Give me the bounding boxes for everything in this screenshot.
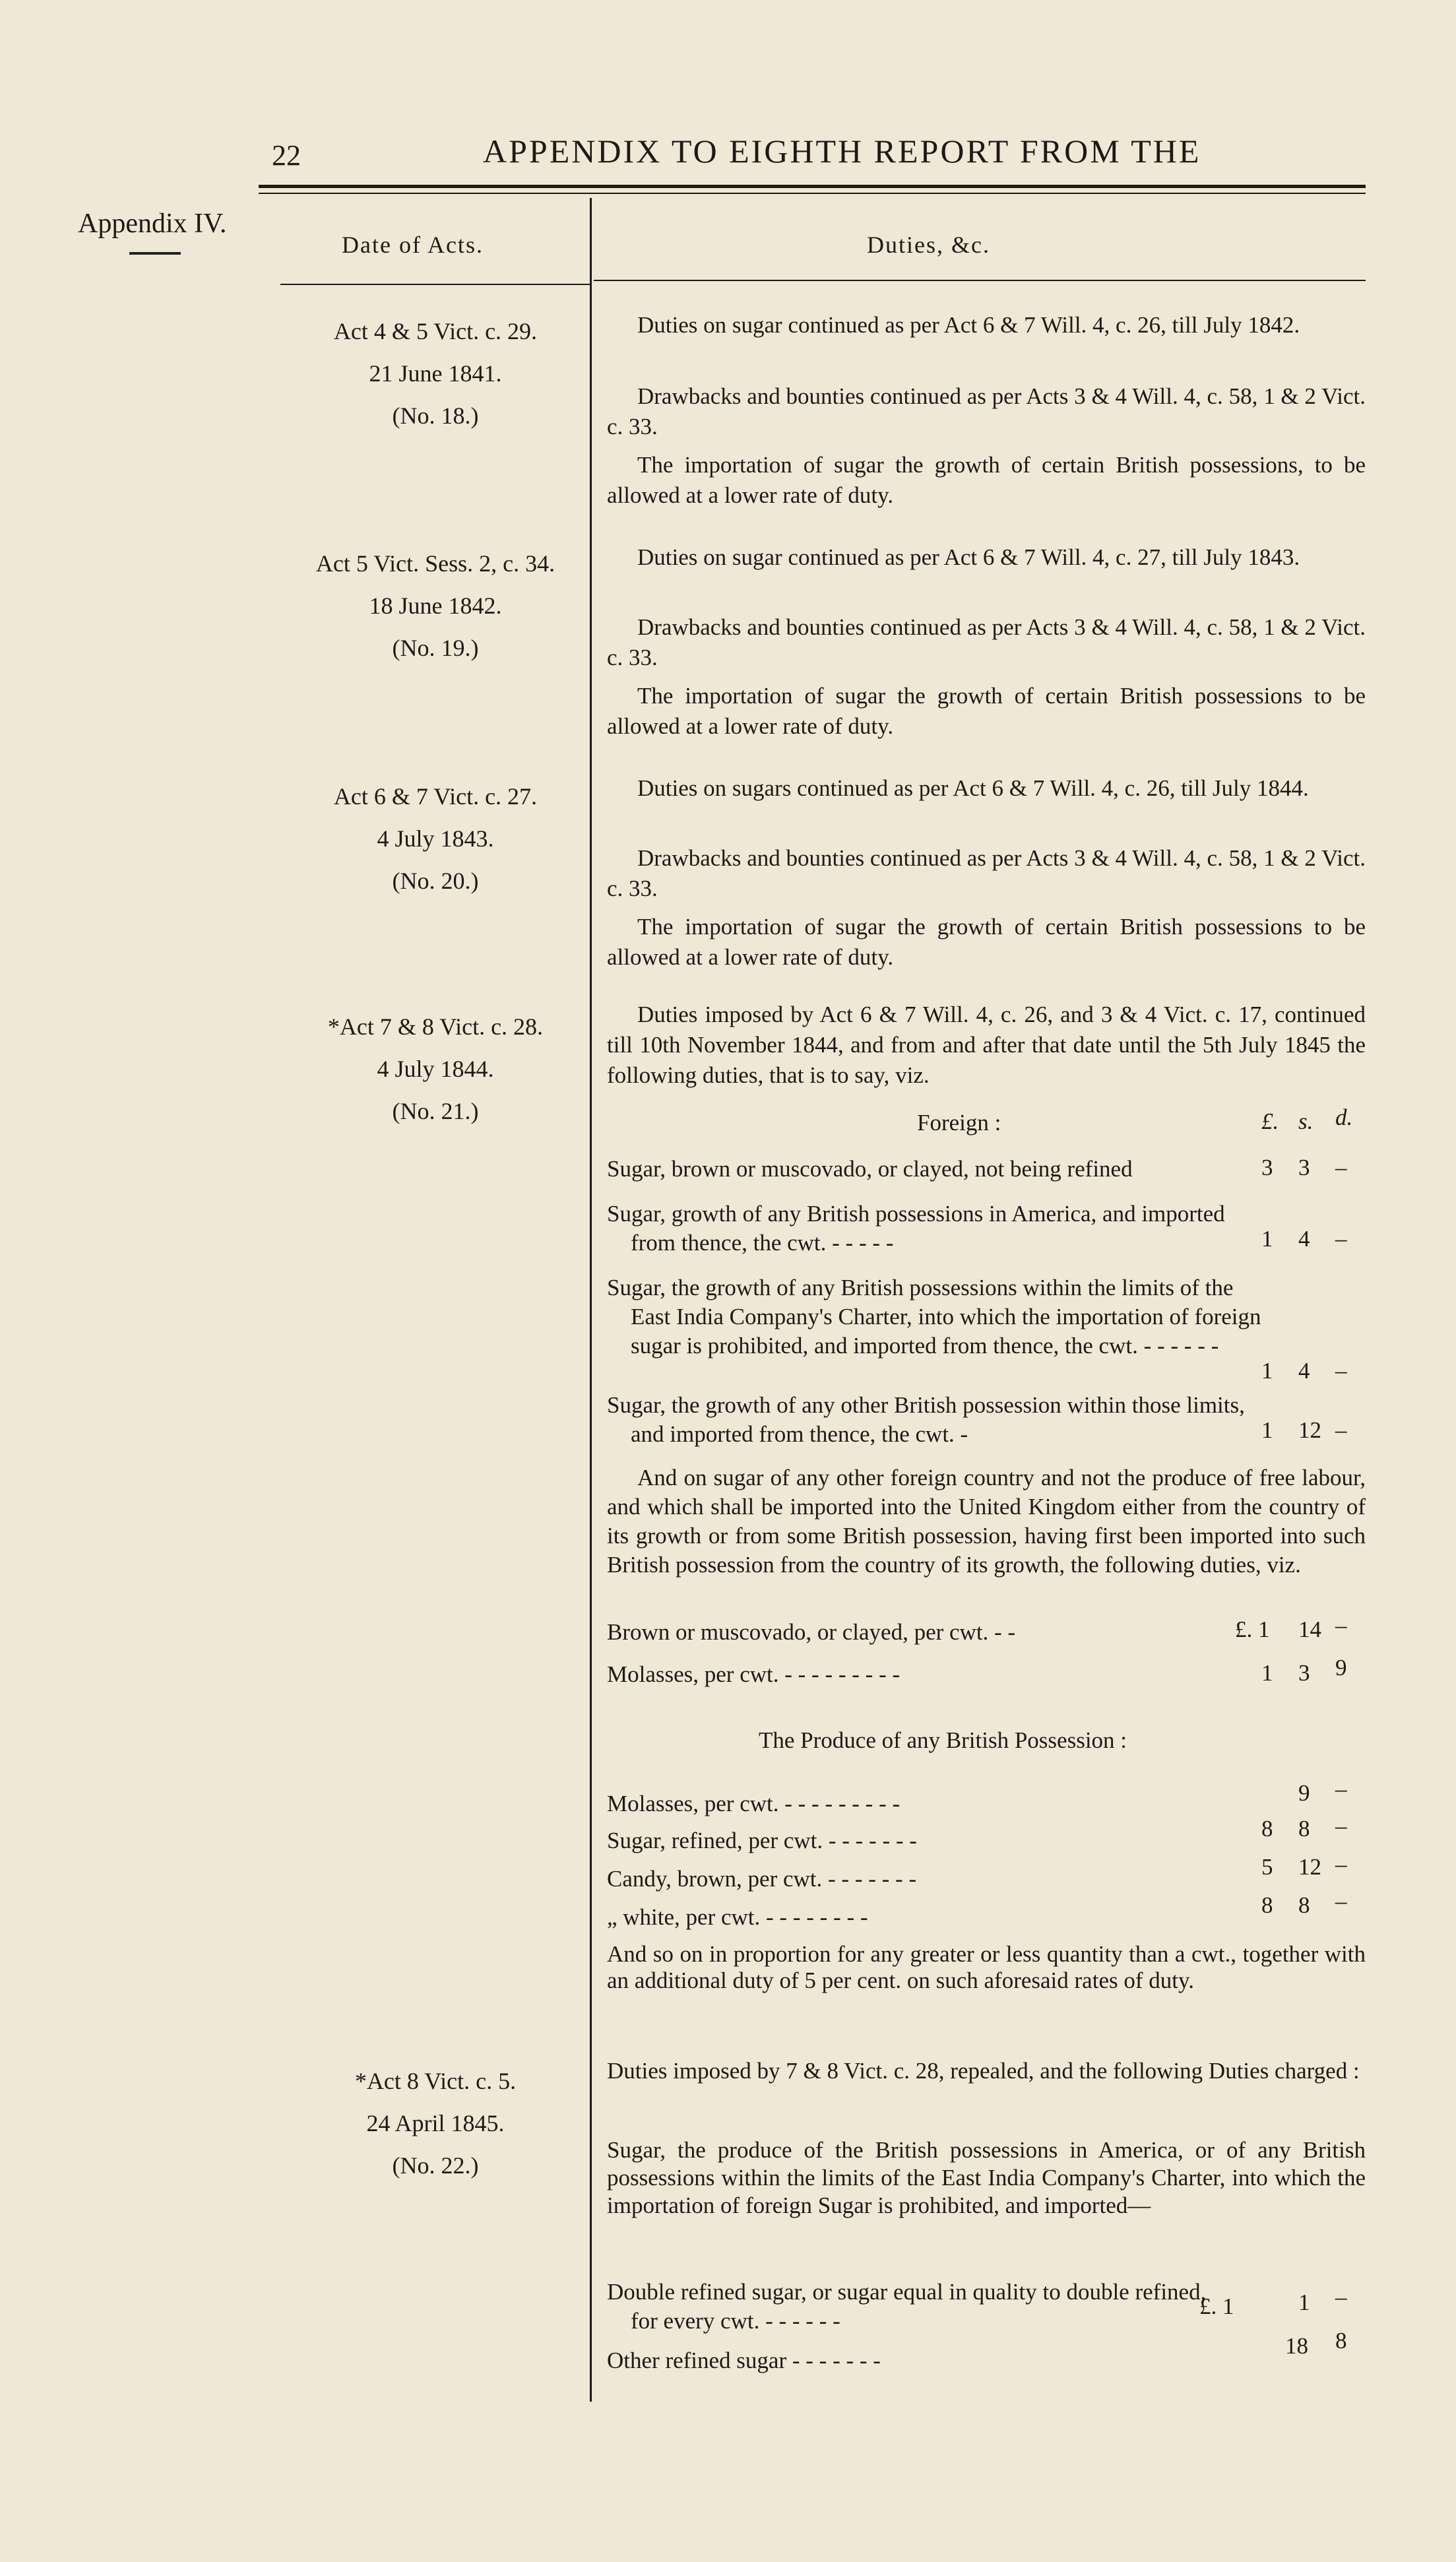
- amount-pence: –: [1335, 1417, 1347, 1443]
- act-title: Act 4 & 5 Vict. c. 29.: [333, 318, 538, 344]
- amount-pounds: 1: [1261, 1660, 1273, 1686]
- appendix-label: Appendix IV.: [78, 208, 227, 239]
- duty-line: Sugar, refined, per cwt. - - - - - - -: [607, 1828, 917, 1853]
- amount-pence: –: [1335, 2284, 1347, 2310]
- amount-pence: –: [1335, 1888, 1347, 1914]
- amount-shillings: 18: [1285, 2333, 1308, 2359]
- amount-shillings: 8: [1298, 1816, 1310, 1841]
- act-date: 24 April 1845.: [366, 2110, 505, 2136]
- act-date: 4 July 1843.: [377, 825, 494, 852]
- amount-shillings: 1: [1298, 2290, 1310, 2315]
- amount-pounds: 5: [1261, 1854, 1273, 1880]
- act-number: (No. 20.): [392, 868, 479, 894]
- act-title: Act 6 & 7 Vict. c. 27.: [333, 783, 538, 810]
- duty-line: Double refined sugar, or sugar equal in quality to double refined, for every cwt. - - - - - -: [607, 2279, 1207, 2334]
- act-entry-22: [261, 2060, 610, 2187]
- act-date: 18 June 1842.: [369, 592, 502, 619]
- amount-shillings: 3: [1298, 1660, 1310, 1686]
- amount-pence: 8: [1335, 2328, 1347, 2354]
- paragraph: Duties imposed by 7 & 8 Vict. c. 28, repealed, and the following Duties charged :: [607, 2058, 1360, 2084]
- act-entry-18: [261, 310, 610, 437]
- amount-pence: –: [1335, 1613, 1347, 1638]
- paragraph: Duties imposed by Act 6 & 7 Will. 4, c. 26, and 3 & 4 Vict. c. 17, continued till 10th November 1844, and from and after that date until the 5th July 1845 the following duties, that is to say, viz.: [607, 1002, 1366, 1088]
- amount-shillings: 12: [1298, 1854, 1321, 1880]
- duty-line: Candy, brown, per cwt. - - - - - - -: [607, 1866, 917, 1892]
- act-entry-19: [261, 542, 610, 669]
- lsd-pounds: £.: [1261, 1108, 1279, 1134]
- act-entry-21: [261, 1006, 610, 1132]
- column-header-duties: Duties, &c.: [867, 232, 990, 258]
- paragraph: The importation of sugar the growth of certain British possessions to be allowed at a lower rate of duty.: [607, 683, 1366, 739]
- duty-line: Molasses, per cwt. - - - - - - - - -: [607, 1791, 901, 1816]
- duty-line: Sugar, brown or muscovado, or clayed, not being refined: [607, 1156, 1133, 1182]
- duty-line: Molasses, per cwt. - - - - - - - - -: [607, 1661, 901, 1687]
- act-title: *Act 7 & 8 Vict. c. 28.: [327, 1013, 544, 1040]
- amount-pounds: 3: [1261, 1155, 1273, 1180]
- page-number: 22: [272, 139, 301, 172]
- amount-pounds: £. 1: [1199, 2293, 1234, 2319]
- duty-line: Sugar, growth of any British possessions in America, and imported from thence, the cwt. - - - - -: [607, 1201, 1225, 1256]
- top-rule-thin: [259, 193, 1366, 194]
- act-title: *Act 8 Vict. c. 5.: [354, 2068, 517, 2094]
- lsd-shillings: s.: [1298, 1108, 1314, 1134]
- column-header-dates: Date of Acts.: [342, 232, 484, 258]
- amount-pence: –: [1335, 1358, 1347, 1384]
- amount-pence: –: [1335, 1155, 1347, 1180]
- act-entry-20: [261, 775, 610, 902]
- paragraph: Sugar, the produce of the British possessions in America, or of any British possessions within the limits of the East India Company's Charter, into which the importation of foreign Sugar is prohibited, and imported—: [607, 2137, 1366, 2218]
- amount-shillings: 4: [1298, 1358, 1310, 1384]
- amount-pounds: 1: [1261, 1226, 1273, 1252]
- top-rule: [259, 185, 1366, 188]
- paragraph: And so on in proportion for any greater or less quantity than a cwt., together with an additional duty of 5 per cent. on such aforesaid rates of duty.: [607, 1941, 1366, 1993]
- act-number: (No. 19.): [392, 635, 479, 661]
- paragraph: Duties on sugars continued as per Act 6 & 7 Will. 4, c. 26, till July 1844.: [637, 775, 1309, 801]
- paragraph: Drawbacks and bounties continued as per Acts 3 & 4 Will. 4, c. 58, 1 & 2 Vict. c. 33.: [607, 614, 1366, 670]
- act-number: (No. 18.): [392, 402, 479, 429]
- amount-shillings: 12: [1298, 1417, 1321, 1443]
- act-number: (No. 21.): [392, 1098, 479, 1124]
- paragraph: Drawbacks and bounties continued as per Acts 3 & 4 Will. 4, c. 58, 1 & 2 Vict. c. 33.: [607, 383, 1366, 439]
- paragraph: Duties on sugar continued as per Act 6 & 7 Will. 4, c. 26, till July 1842.: [637, 312, 1300, 338]
- duty-line: „ white, per cwt. - - - - - - - -: [607, 1904, 868, 1930]
- subhead-produce: The Produce of any British Possession :: [759, 1727, 1127, 1753]
- amount-pence: –: [1335, 1226, 1347, 1252]
- amount-pounds: 8: [1261, 1892, 1273, 1918]
- amount-pence: –: [1335, 1813, 1347, 1839]
- act-title: Act 5 Vict. Sess. 2, c. 34.: [315, 550, 555, 577]
- duty-line: Sugar, the growth of any British possessions within the limits of the East India Company's Charter, into which the importation of foreign sugar is prohibited, and imported from thence, the cwt. - - - - - -: [607, 1275, 1261, 1359]
- lsd-pence: d.: [1335, 1105, 1353, 1130]
- paragraph: Duties on sugar continued as per Act 6 & 7 Will. 4, c. 27, till July 1843.: [637, 544, 1300, 570]
- act-number: (No. 22.): [392, 2152, 479, 2179]
- amount-shillings: 3: [1298, 1155, 1310, 1180]
- amount-shillings: 9: [1298, 1780, 1310, 1806]
- amount-shillings: 4: [1298, 1226, 1310, 1252]
- paragraph: And on sugar of any other foreign country and not the produce of free labour, and which shall be imported into the United Kingdom either from the country of its growth or from some British possession, having first been imported into such British possession from the country of its growth, the following duties, viz.: [607, 1465, 1366, 1578]
- amount-pence: 9: [1335, 1655, 1347, 1681]
- amount-pounds: 1: [1261, 1358, 1273, 1384]
- header-rule-right: [594, 280, 1366, 281]
- amount-shillings: 14: [1298, 1617, 1321, 1642]
- header-rule-left: [280, 284, 590, 285]
- amount-pounds: 8: [1261, 1816, 1273, 1841]
- appendix-underline: [129, 252, 181, 255]
- duty-line: Other refined sugar - - - - - - -: [607, 2348, 881, 2373]
- amount-pounds: £. 1: [1235, 1617, 1270, 1642]
- duty-line: Brown or muscovado, or clayed, per cwt. - -: [607, 1619, 1016, 1645]
- paragraph: The importation of sugar the growth of certain British possessions to be allowed at a lower rate of duty.: [607, 914, 1366, 970]
- act-date: 21 June 1841.: [369, 360, 502, 387]
- duty-line: Sugar, the growth of any other British possession within those limits, and imported from thence, the cwt. -: [607, 1392, 1245, 1447]
- amount-pence: –: [1335, 1776, 1347, 1802]
- act-date: 4 July 1844.: [377, 1056, 494, 1082]
- amount-pounds: 1: [1261, 1417, 1273, 1443]
- amount-pence: –: [1335, 1851, 1347, 1877]
- running-head: APPENDIX TO EIGHTH REPORT FROM THE: [483, 133, 1201, 170]
- paragraph: Drawbacks and bounties continued as per Acts 3 & 4 Will. 4, c. 58, 1 & 2 Vict. c. 33.: [607, 845, 1366, 901]
- amount-shillings: 8: [1298, 1892, 1310, 1918]
- paragraph: The importation of sugar the growth of certain British possessions, to be allowed at a lower rate of duty.: [607, 452, 1366, 508]
- subhead-foreign: Foreign :: [917, 1110, 1001, 1136]
